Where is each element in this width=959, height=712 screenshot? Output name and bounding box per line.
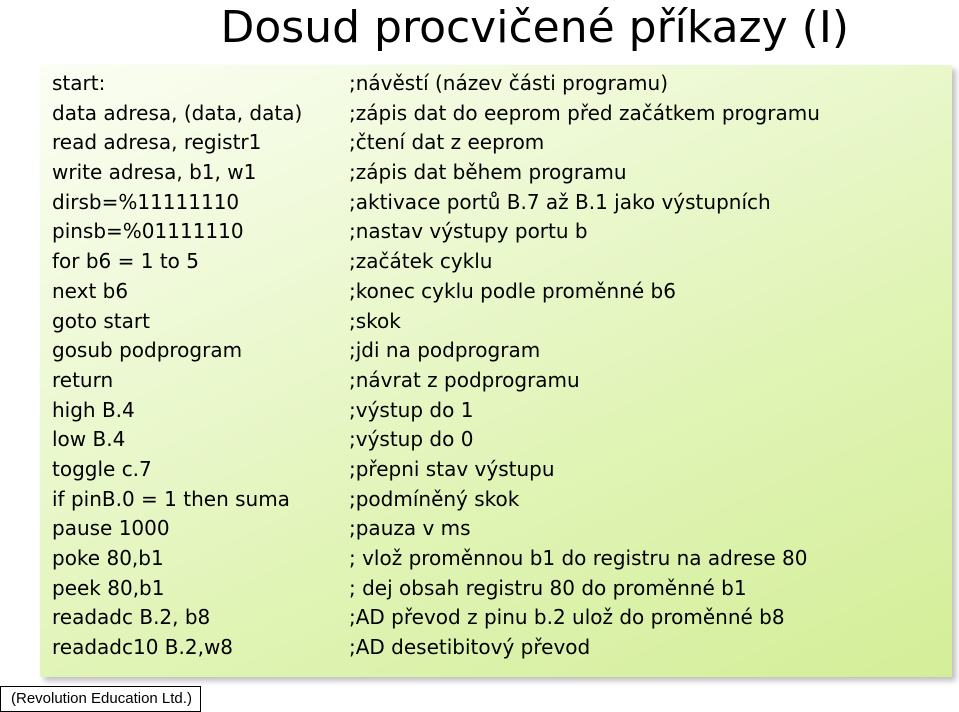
command-code: readadc10 B.2,w8 [52, 635, 234, 660]
command-list-box [40, 65, 952, 677]
command-row [52, 247, 942, 277]
command-row [52, 217, 942, 247]
command-comment: ;AD převod z pinu b.2 ulož do proměnné b8 [349, 605, 785, 630]
command-comment: ;AD desetibitový převod [349, 635, 591, 660]
command-comment: ;návrat z podprogramu [349, 367, 580, 392]
command-code: for b6 = 1 to 5 [52, 249, 199, 274]
command-code: readadc B.2, b8 [52, 605, 211, 630]
command-row [52, 336, 942, 366]
command-row [52, 188, 942, 218]
command-row [52, 158, 942, 188]
command-row [52, 128, 942, 158]
command-comment: ;zápis dat během programu [349, 160, 627, 185]
source-credit: (Revolution Education Ltd.) [0, 686, 201, 712]
command-comment: ;konec cyklu podle proměnné b6 [349, 278, 676, 303]
command-row [52, 514, 942, 544]
command-row [52, 603, 942, 633]
command-comment: ;podmíněný skok [349, 486, 520, 511]
slide-title: Dosud procvičené příkazy (I) [220, 2, 849, 53]
command-code: poke 80,b1 [52, 546, 164, 570]
command-comment: ; dej obsah registru 80 do proměnné b1 [349, 575, 747, 600]
command-row [52, 69, 942, 99]
command-code: return [52, 367, 114, 392]
command-code: gosub podprogram [52, 338, 243, 363]
command-code: pinsb=%01111110 [52, 219, 244, 244]
command-code: peek 80,b1 [52, 575, 165, 600]
command-code: next b6 [52, 278, 129, 303]
command-row [52, 366, 942, 396]
command-comment: ;skok [349, 308, 401, 333]
command-comment: ;aktivace portů B.7 až B.1 jako výstupních [349, 189, 771, 214]
command-comment: ;čtení dat z eeprom [349, 130, 545, 155]
command-code: start: [52, 71, 106, 95]
command-comment: ;nastav výstupy portu b [349, 219, 588, 244]
command-comment: ;přepni stav výstupu [349, 456, 555, 481]
command-row [52, 574, 942, 604]
command-code: toggle c.7 [52, 456, 152, 481]
command-row [52, 544, 942, 574]
command-comment: ;jdi na podprogram [349, 338, 541, 363]
command-code: high B.4 [52, 397, 135, 422]
command-code: write adresa, b1, w1 [52, 160, 257, 185]
command-code: goto start [52, 308, 150, 333]
command-comment: ;výstup do 1 [349, 397, 474, 422]
command-row [52, 485, 942, 515]
command-comment: ;návěstí (název části programu) [349, 71, 668, 95]
command-row [52, 307, 942, 337]
command-comment: ;začátek cyklu [349, 249, 493, 274]
command-code: dirsb=%11111110 [52, 189, 240, 214]
command-row [52, 277, 942, 307]
command-row [52, 633, 942, 663]
command-code: low B.4 [52, 427, 126, 452]
command-comment: ;výstup do 0 [349, 427, 474, 452]
command-row [52, 396, 942, 426]
command-code: data adresa, (data, data) [52, 100, 303, 125]
command-code: pause 1000 [52, 516, 170, 541]
command-code: read adresa, registr1 [52, 130, 262, 155]
command-code: if pinB.0 = 1 then suma [52, 486, 290, 511]
command-comment: ;pauza v ms [349, 516, 471, 541]
command-row [52, 425, 942, 455]
command-row [52, 99, 942, 129]
command-comment: ; vlož proměnnou b1 do registru na adrese 80 [349, 546, 808, 570]
command-comment: ;zápis dat do eeprom před začátkem programu [349, 100, 820, 125]
command-list [52, 69, 942, 663]
command-row [52, 455, 942, 485]
